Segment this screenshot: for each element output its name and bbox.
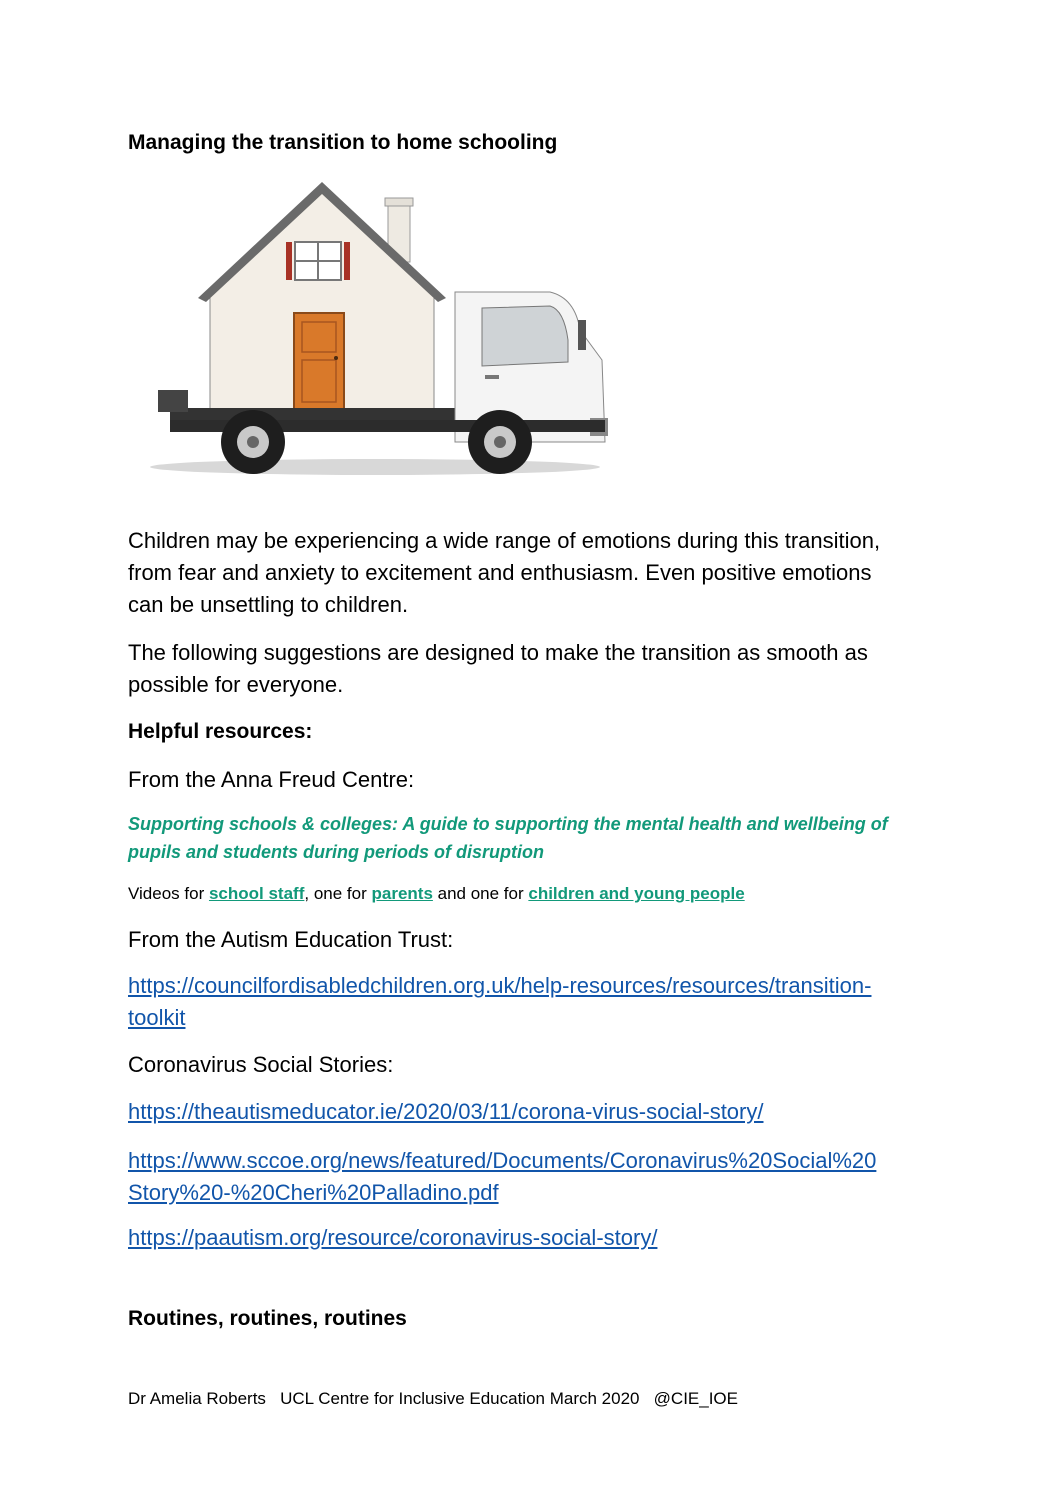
page-title: Managing the transition to home schooling [128,131,558,154]
intro-line-2: from fear and anxiety to excitement and enthusiasm. Even positive emotions [128,560,872,585]
social-stories-label: Coronavirus Social Stories: [128,1052,394,1077]
videos-line [128,882,745,906]
videos-prefix: Videos for [128,884,209,903]
parents-link[interactable]: parents [371,884,433,903]
house-on-truck-icon [150,180,610,480]
guide-link-line-2[interactable]: pupils and students during periods of disruption [128,842,544,862]
sccoe-link-line-1[interactable]: https://www.sccoe.org/news/featured/Documents/Coronavirus%20Social%20 [128,1148,877,1173]
videos-mid-2: and one for [432,884,529,903]
footer: Dr Amelia Roberts UCL Centre for Inclusive Education March 2020 @CIE_IOE [128,1389,738,1408]
children-link[interactable]: children and young people [528,884,745,903]
intro-line-3: can be unsettling to children. [128,592,409,617]
school-staff-link[interactable]: school staff [208,884,305,903]
paautism-link[interactable]: https://paautism.org/resource/coronavirus-social-story/ [128,1225,658,1250]
aet-link-line-1[interactable]: https://councilfordisabledchildren.org.uk/help-resources/resources/transition- [128,973,872,998]
intro-line-1: Children may be experiencing a wide range of emotions during this transition, [128,528,881,553]
intro2-line-1: The following suggestions are designed to make the transition as smooth as [128,640,868,665]
routines-heading: Routines, routines, routines [128,1307,407,1330]
aet-link-line-2[interactable]: toolkit [128,1005,186,1030]
intro2-line-2: possible for everyone. [128,672,344,697]
guide-link-line-1[interactable]: Supporting schools & colleges: A guide to supporting the mental health and wellbeing of [128,814,888,834]
autism-educator-link[interactable]: https://theautismeducator.ie/2020/03/11/corona-virus-social-story/ [128,1099,764,1124]
anna-freud-label: From the Anna Freud Centre: [128,767,415,792]
aet-label: From the Autism Education Trust: [128,927,454,952]
resources-heading: Helpful resources: [128,720,313,743]
sccoe-link-line-2[interactable]: Story%20-%20Cheri%20Palladino.pdf [128,1180,499,1205]
videos-mid-1: , one for [304,884,372,903]
